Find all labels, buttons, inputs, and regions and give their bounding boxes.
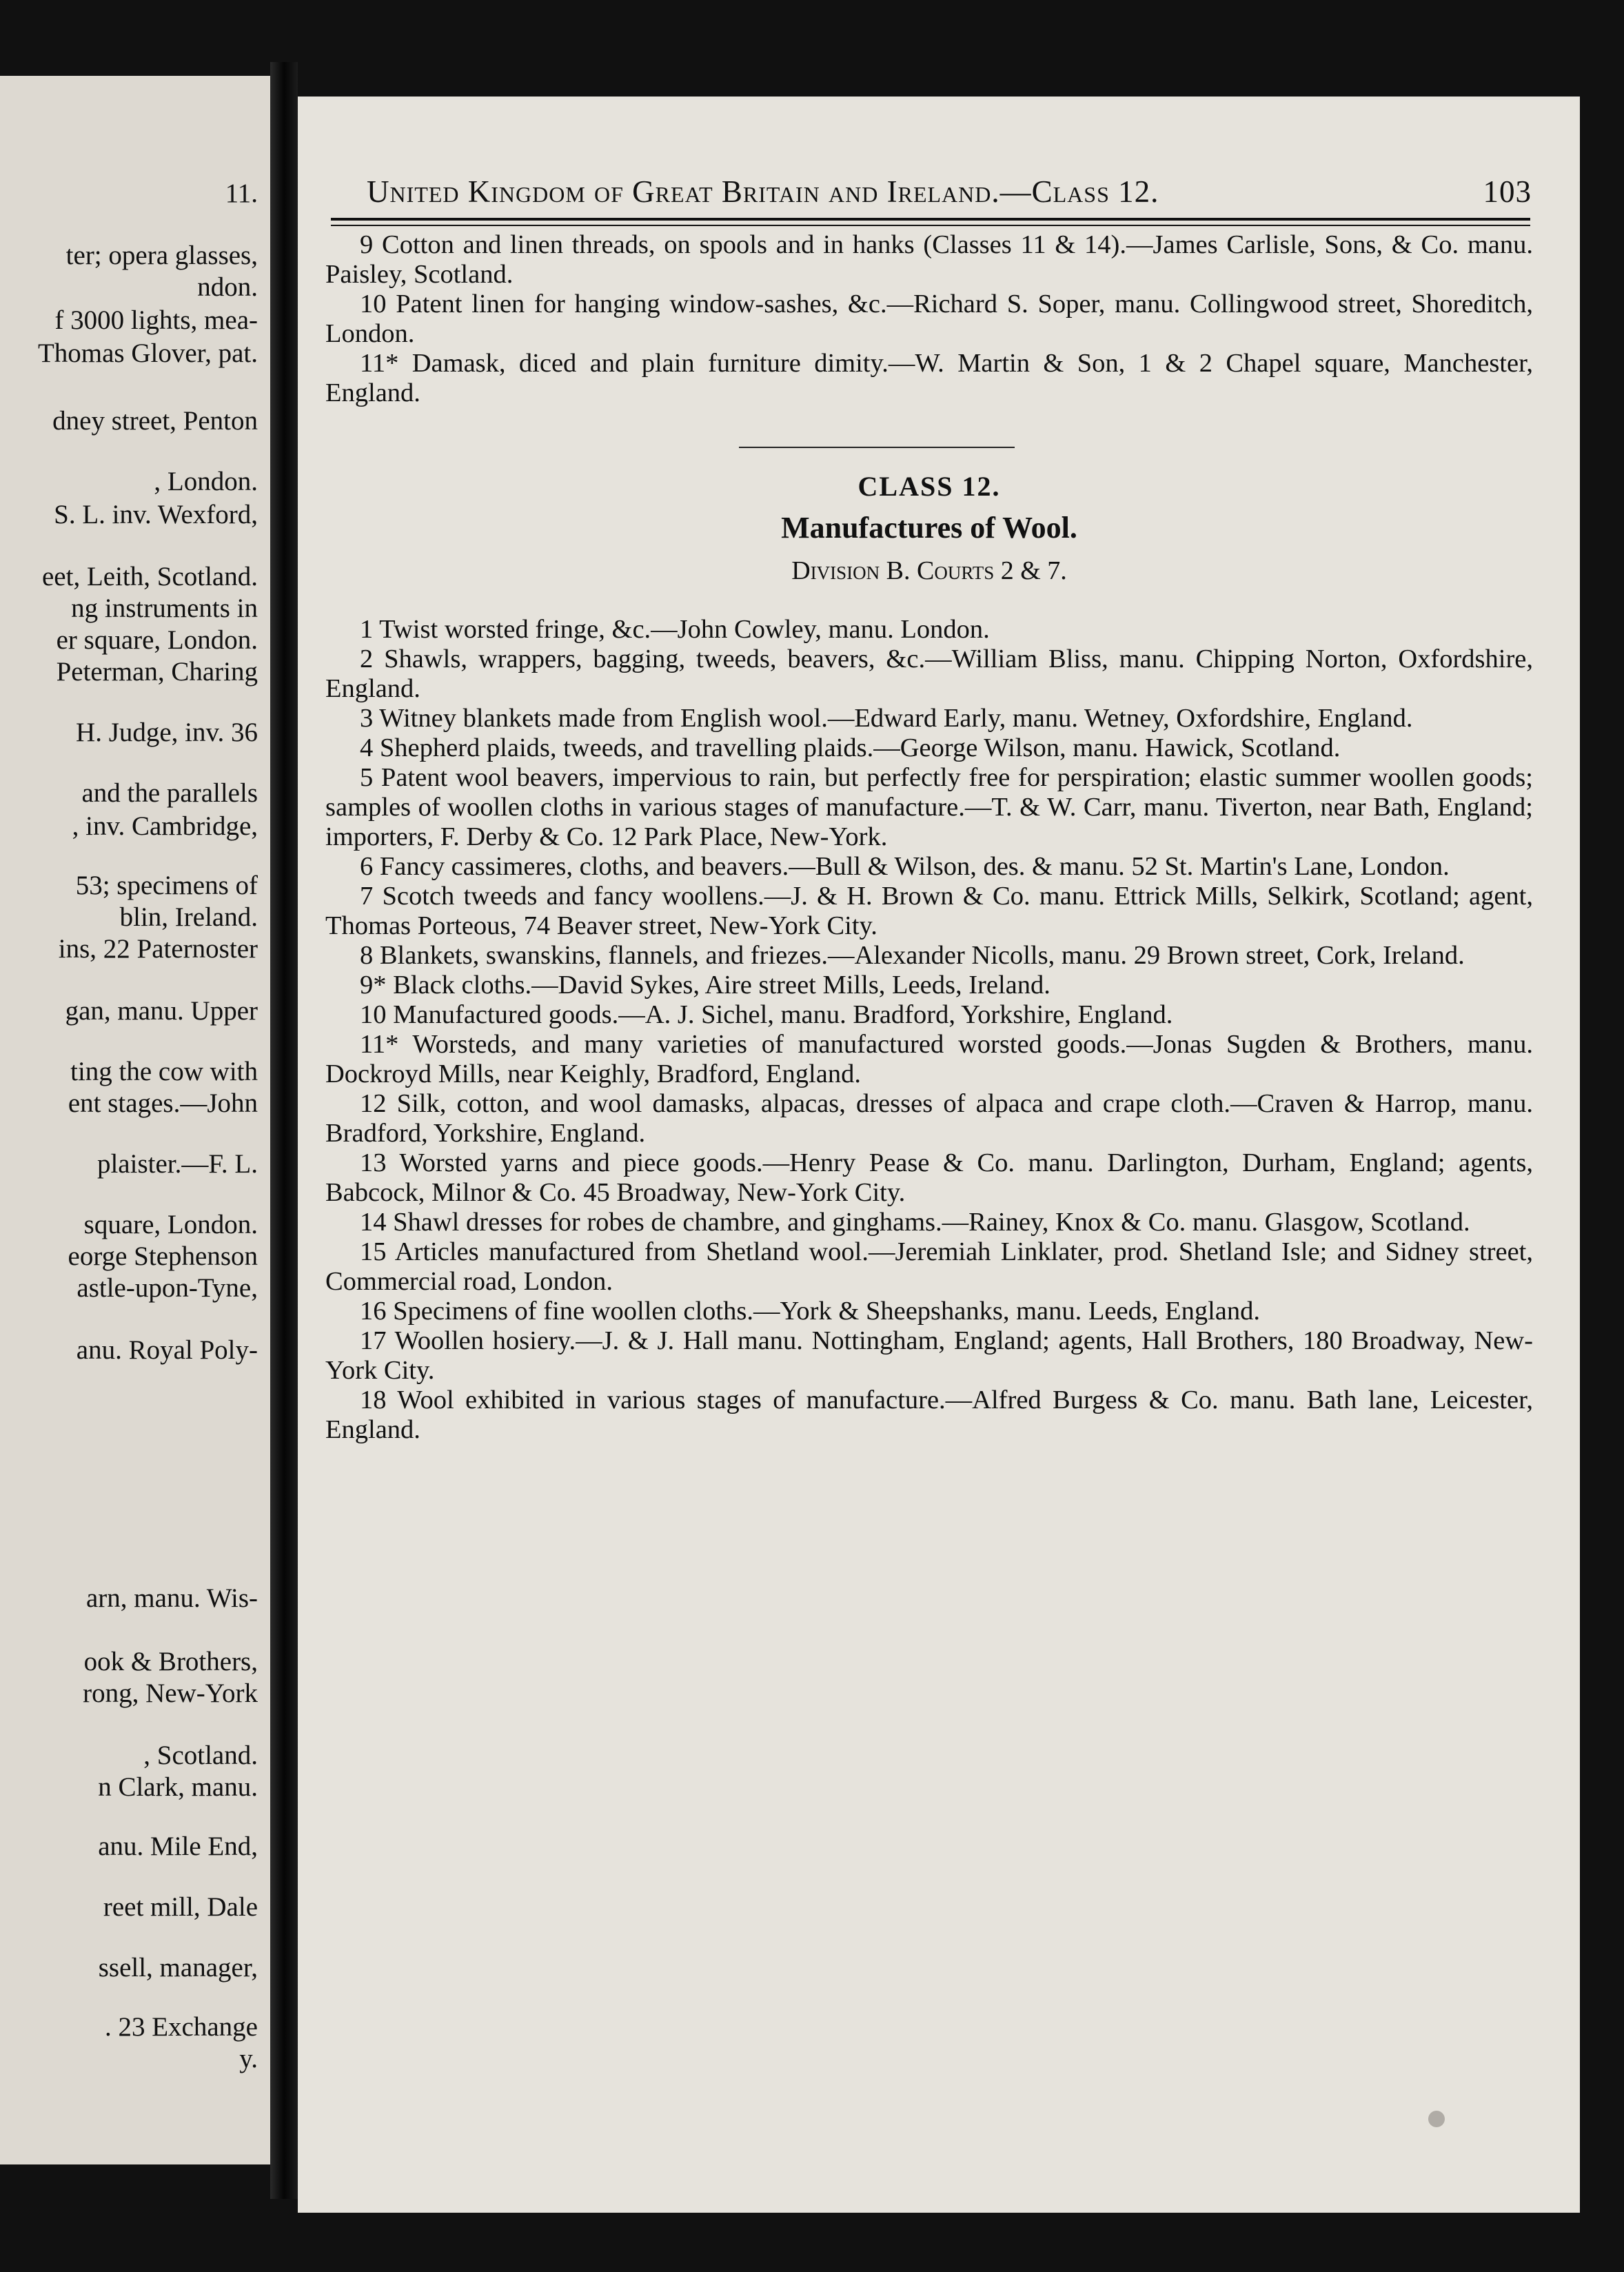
exhibit-entry: 18 Wool exhibited in various stages of manufacture.—Alfred Burgess & Co. manu. Bath lane, Leicester, England. — [325, 1386, 1533, 1444]
facing-page-line: eet, Leith, Scotland. — [42, 562, 258, 591]
facing-page-line: square, London. — [83, 1210, 258, 1239]
previous-class-entries — [325, 230, 1533, 408]
facing-page-line: 53; specimens of — [75, 871, 258, 900]
facing-page-line: H. Judge, inv. 36 — [76, 718, 258, 747]
facing-page-line: n Clark, manu. — [98, 1772, 258, 1802]
exhibit-entry: 16 Specimens of fine woollen cloths.—York & Sheepshanks, manu. Leeds, England. — [360, 1297, 1260, 1326]
facing-page-line: gan, manu. Upper — [65, 996, 258, 1026]
facing-page-line: arn, manu. Wis- — [86, 1583, 258, 1613]
exhibit-entry: 15 Articles manufactured from Shetland wool.—Jeremiah Linklater, prod. Shetland Isle; and Sidney street, Commercial road, London. — [325, 1237, 1533, 1296]
facing-page-line: ndon. — [197, 272, 258, 302]
facing-page-line: 11. — [225, 179, 258, 208]
facing-page-line: astle-upon-Tyne, — [77, 1273, 258, 1303]
facing-page-line: y. — [239, 2044, 258, 2073]
facing-page-line: ting the cow with — [70, 1057, 258, 1086]
exhibit-entry: 9* Black cloths.—David Sykes, Aire street Mills, Leeds, Ireland. — [360, 971, 1050, 1000]
facing-page-line: S. L. inv. Wexford, — [54, 500, 258, 529]
exhibit-entry: 12 Silk, cotton, and wool damasks, alpacas, dresses of alpaca and crape cloth.—Craven & Harrop, manu. Bradford, Yorkshire, England. — [325, 1089, 1533, 1148]
page — [298, 97, 1580, 2213]
exhibit-entry: 9 Cotton and linen threads, on spools and in hanks (Classes 11 & 14).—James Carlisle, Sons, & Co. manu. Paisley, Scotland. — [325, 230, 1533, 289]
page-number: 103 — [1483, 174, 1532, 209]
class-title: Manufactures of Wool. — [781, 511, 1077, 545]
facing-page-line: dney street, Penton — [52, 406, 258, 436]
facing-page-line: ter; opera glasses, — [65, 241, 258, 270]
exhibit-entry: 6 Fancy cassimeres, cloths, and beavers.—Bull & Wilson, des. & manu. 52 St. Martin's Lane, London. — [360, 852, 1450, 881]
facing-page-line: Thomas Glover, pat. — [37, 338, 258, 368]
exhibit-entry: 3 Witney blankets made from English wool.—Edward Early, manu. Wetney, Oxfordshire, England. — [360, 704, 1413, 733]
class-label: CLASS 12. — [857, 471, 1001, 502]
exhibit-entry: 5 Patent wool beavers, impervious to rain, but perfectly free for perspiration; elastic summer woollen goods; samples of woollen cloths in various stages of manufacture.—T. & W. Carr, manu. Tiverton, near Bath, England; importers, F. Derby & Co. 12 Park Place, New-York. — [325, 763, 1533, 851]
facing-page-line: ins, 22 Paternoster — [58, 934, 258, 964]
running-title: United Kingdom of Great Britain and Ireland.—Class 12. — [367, 174, 1159, 209]
facing-page-line: er square, London. — [56, 625, 258, 655]
facing-page — [0, 76, 270, 2164]
exhibit-entry: 7 Scotch tweeds and fancy woollens.—J. & H. Brown & Co. manu. Ettrick Mills, Selkirk, Scotland; agent, Thomas Porteous, 74 Beaver street, New-York City. — [325, 882, 1533, 940]
exhibit-entry: 4 Shepherd plaids, tweeds, and travelling plaids.—George Wilson, manu. Hawick, Scotland. — [360, 733, 1341, 762]
facing-page-line: rong, New-York — [83, 1678, 258, 1708]
exhibit-entry: 1 Twist worsted fringe, &c.—John Cowley, manu. London. — [360, 615, 990, 644]
division-line: Division B. Courts 2 & 7. — [791, 556, 1067, 585]
exhibit-entry: 8 Blankets, swanskins, flannels, and friezes.—Alexander Nicolls, manu. 29 Brown street, Cork, Ireland. — [360, 941, 1465, 970]
exhibit-entry: 10 Patent linen for hanging window-sashes, &c.—Richard S. Soper, manu. Collingwood street, Shoreditch, London. — [325, 290, 1533, 348]
header-rule — [331, 218, 1530, 226]
facing-page-line: , London. — [154, 467, 258, 496]
exhibit-entry: 2 Shawls, wrappers, bagging, tweeds, beavers, &c.—William Bliss, manu. Chipping Norton, Oxfordshire, England. — [325, 645, 1533, 703]
facing-page-line: reet mill, Dale — [103, 1892, 258, 1922]
facing-page-line: , inv. Cambridge, — [72, 811, 258, 841]
facing-page-line: blin, Ireland. — [119, 902, 258, 932]
facing-page-line: . 23 Exchange — [104, 2012, 258, 2042]
facing-page-line: f 3000 lights, mea- — [54, 305, 258, 335]
exhibit-entry: 17 Woollen hosiery.—J. & J. Hall manu. Nottingham, England; agents, Hall Brothers, 180 Broadway, New-York City. — [325, 1326, 1533, 1385]
facing-page-line: Peterman, Charing — [56, 657, 258, 687]
facing-page-line: eorge Stephenson — [68, 1241, 258, 1271]
exhibit-entry: 11* Worsteds, and many varieties of manufactured worsted goods.—Jonas Sugden & Brothers, manu. Dockroyd Mills, near Keighly, Bradford, England. — [325, 1030, 1533, 1088]
facing-page-line: ent stages.—John — [68, 1088, 258, 1118]
exhibit-entry: 10 Manufactured goods.—A. J. Sichel, manu. Bradford, Yorkshire, England. — [360, 1000, 1173, 1029]
book-gutter — [270, 62, 298, 2199]
facing-page-line: , Scotland. — [143, 1741, 258, 1770]
facing-page-line: anu. Royal Poly- — [76, 1335, 258, 1365]
class-entries — [325, 615, 1533, 1445]
facing-page-line: ng instruments in — [71, 594, 258, 623]
facing-page-line: anu. Mile End, — [98, 1832, 258, 1861]
exhibit-entry: 13 Worsted yarns and piece goods.—Henry Pease & Co. manu. Darlington, Durham, England; agents, Babcock, Milnor & Co. 45 Broadway, New-York City. — [325, 1148, 1533, 1207]
section-divider — [739, 447, 1015, 448]
facing-page-line: plaister.—F. L. — [97, 1149, 258, 1179]
facing-page-line: ssell, manager, — [98, 1953, 258, 1982]
exhibit-entry: 14 Shawl dresses for robes de chambre, and ginghams.—Rainey, Knox & Co. manu. Glasgow, Scotland. — [360, 1208, 1470, 1237]
ink-smudge — [1428, 2111, 1445, 2127]
facing-page-line: and the parallels — [81, 778, 258, 808]
exhibit-entry: 11* Damask, diced and plain furniture dimity.—W. Martin & Son, 1 & 2 Chapel square, Manchester, England. — [325, 349, 1533, 407]
running-header — [367, 174, 1532, 210]
facing-page-line: ook & Brothers, — [83, 1647, 258, 1676]
